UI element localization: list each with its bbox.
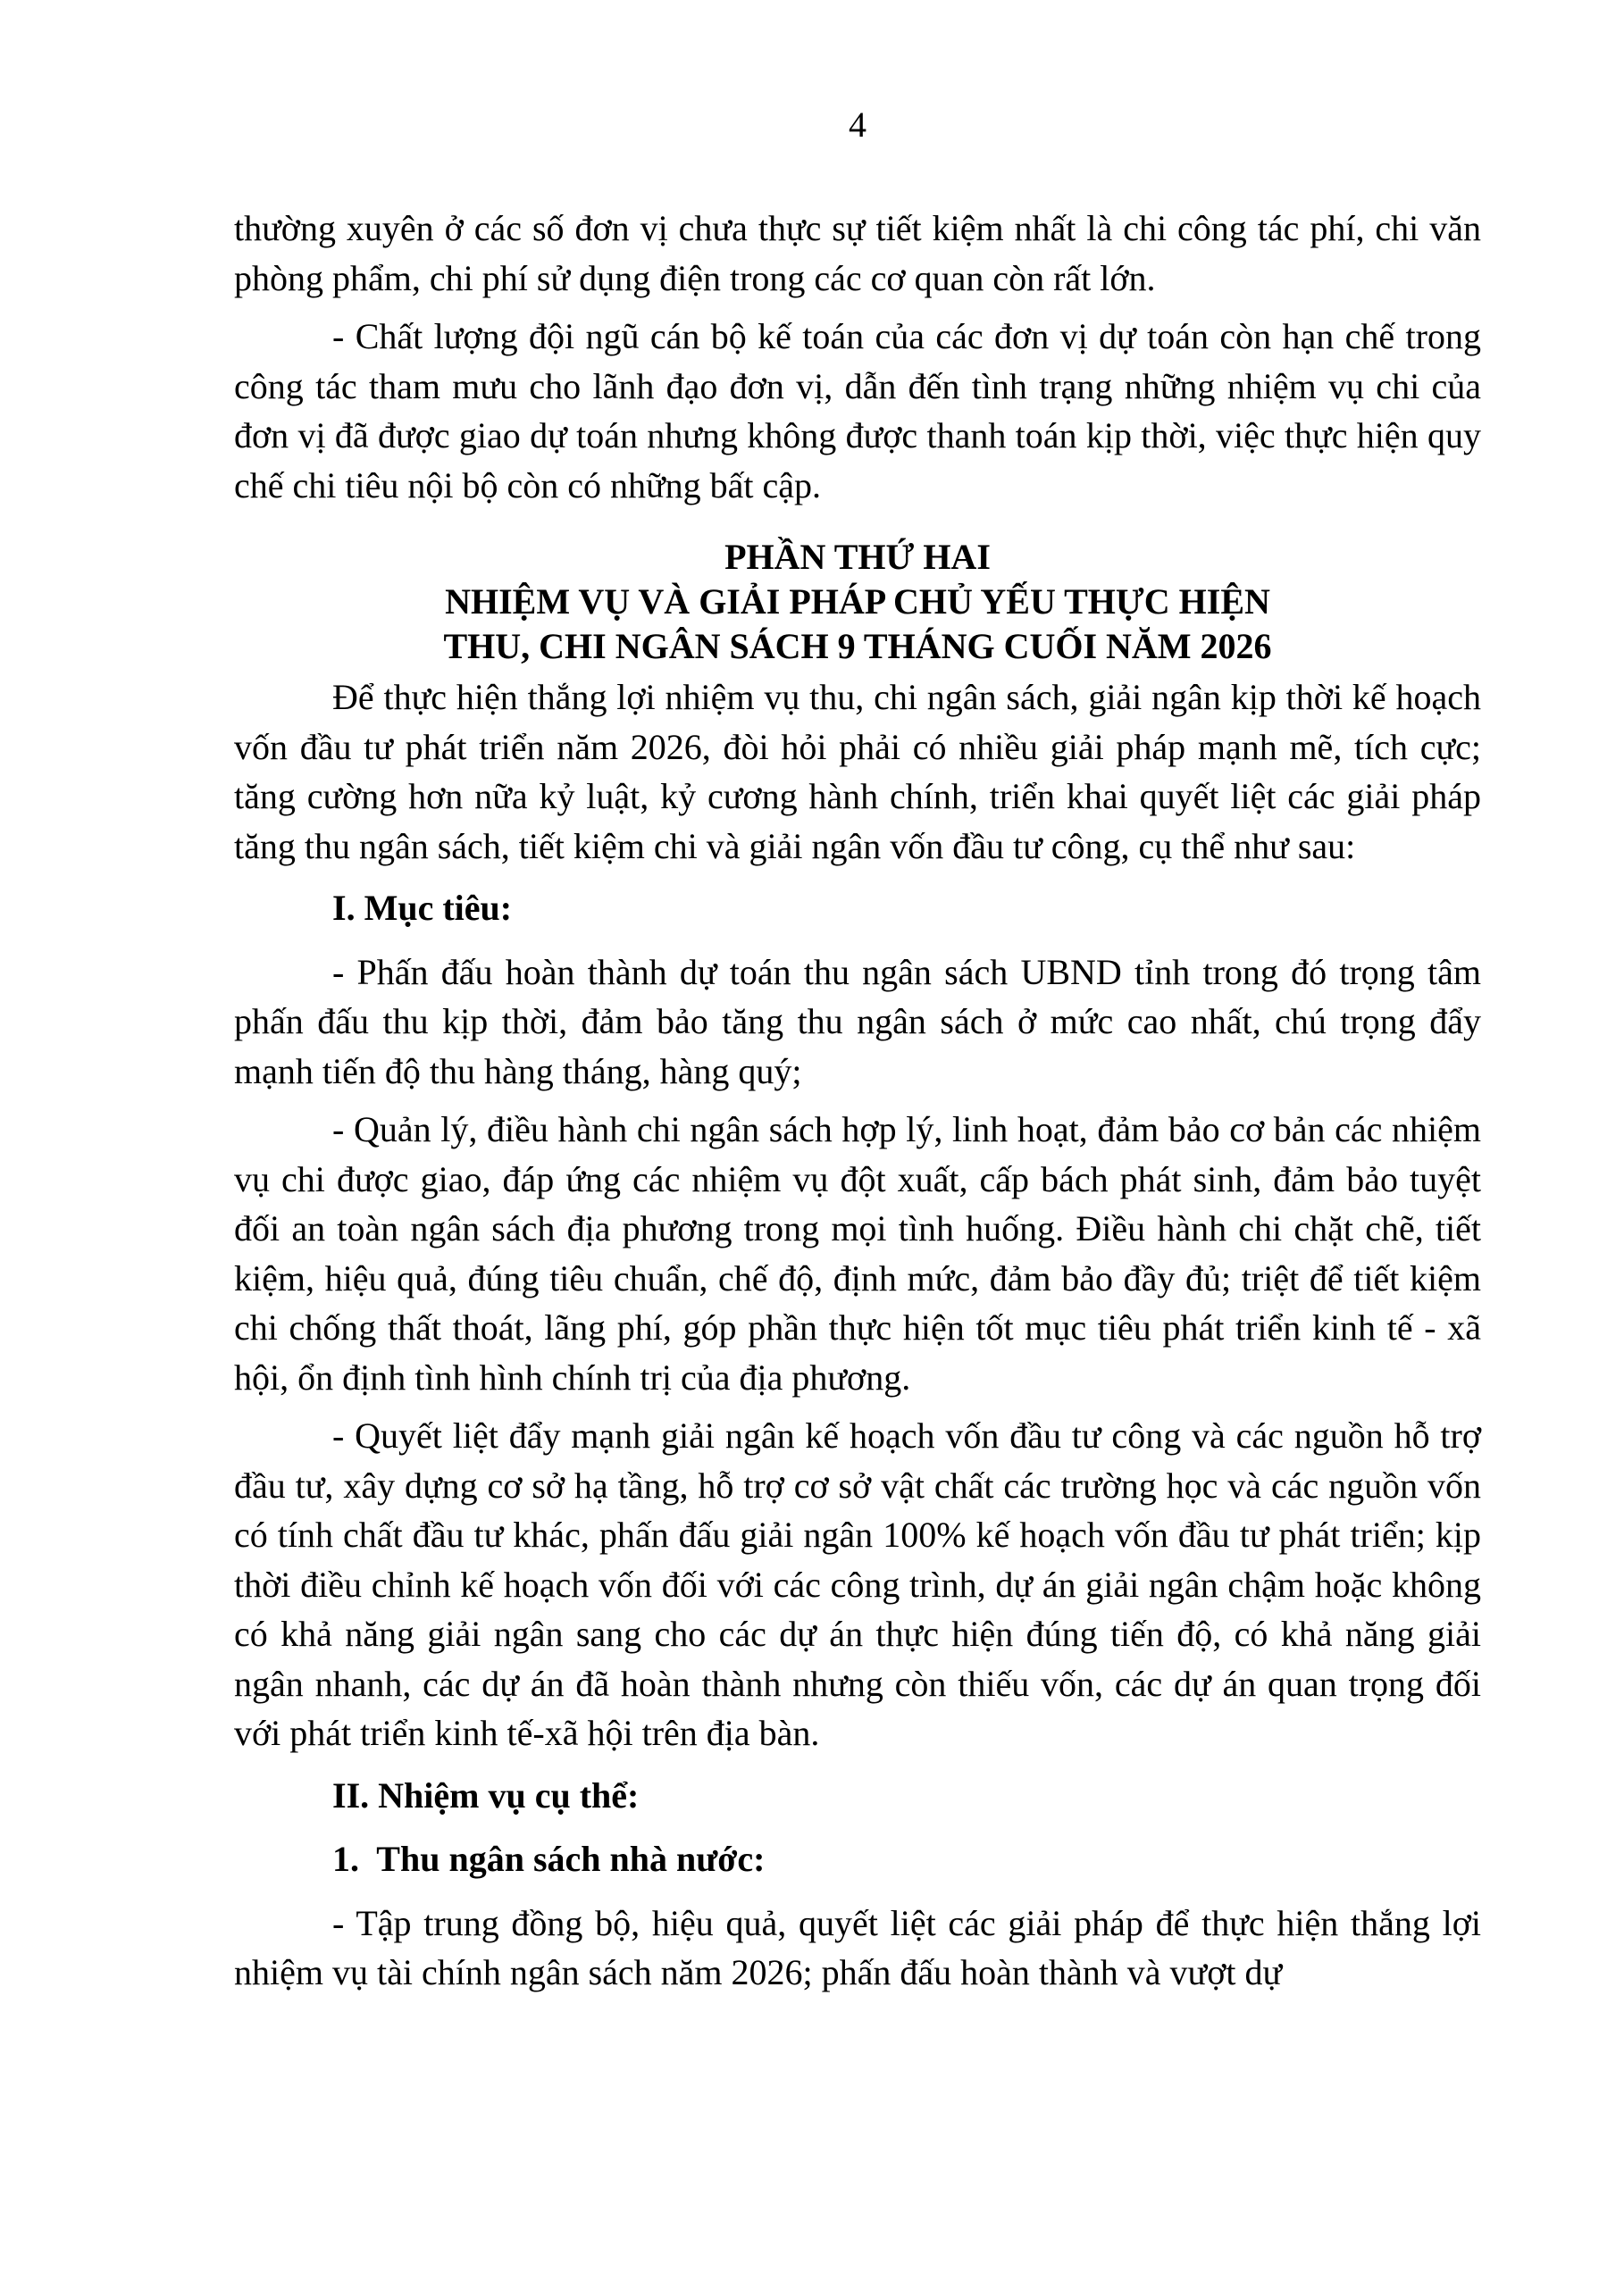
subsection-1-title: 1. Thu ngân sách nhà nước:	[332, 1839, 766, 1879]
subsection-1-item: - Tập trung đồng bộ, hiệu quả, quyết liệt các giải pháp để thực hiện thắng lợi nhiệm vụ tài chính ngân sách năm 2026; phấn đấu hoàn thành và vượt dự	[234, 1902, 1481, 1992]
section-2-title: II. Nhiệm vụ cụ thể:	[332, 1774, 640, 1816]
part-heading-line1: PHẦN THỨ HAI	[724, 537, 991, 577]
intro-paragraph: Để thực hiện thắng lợi nhiệm vụ thu, chi ngân sách, giải ngân kịp thời kế hoạch vốn đầu tư phát triển năm 2026, đòi hỏi phải có nhiều giải pháp mạnh mẽ, tích cực; tăng cường hơn nữa kỷ luật, kỷ cương hành chính, triển khai quyết liệt các giải pháp tăng thu ngân sách, tiết kiệm chi và giải ngân vốn đầu tư công, cụ thể như sau:	[234, 677, 1481, 866]
page-number: 4	[849, 104, 866, 145]
section-1-item: - Quyết liệt đẩy mạnh giải ngân kế hoạch vốn đầu tư công và các nguồn hỗ trợ đầu tư, xây dựng cơ sở hạ tầng, hỗ trợ cơ sở vật chất các trường học và các nguồn vốn có tính chất đầu tư khác, phấn đấu giải ngân 100% kế hoạch vốn đầu tư phát triển; kịp thời điều chỉnh kế hoạch vốn đối với các công trình, dự án giải ngân chậm hoặc không có khả năng giải ngân sang cho các dự án thực hiện đúng tiến độ, có khả năng giải ngân nhanh, các dự án đã hoàn thành nhưng còn thiếu vốn, các dự án quan trọng đối với phát triển kinh tế-xã hội trên địa bàn.	[234, 1415, 1481, 1753]
section-1-item: - Phấn đấu hoàn thành dự toán thu ngân sách UBND tỉnh trong đó trọng tâm phấn đấu thu kịp thời, đảm bảo tăng thu ngân sách ở mức cao nhất, chú trọng đẩy mạnh tiến độ thu hàng tháng, hàng quý;	[234, 951, 1481, 1091]
paragraph-continuation: thường xuyên ở các số đơn vị chưa thực sự tiết kiệm nhất là chi công tác phí, chi văn phòng phẩm, chi phí sử dụng điện trong các cơ quan còn rất lớn.	[234, 208, 1481, 298]
part-heading	[234, 535, 1481, 669]
section-1-item: - Quản lý, điều hành chi ngân sách hợp lý, linh hoạt, đảm bảo cơ bản các nhiệm vụ chi được giao, đáp ứng các nhiệm vụ đột xuất, cấp bách phát sinh, đảm bảo tuyệt đối an toàn ngân sách địa phương trong mọi tình huống. Điều hành chi chặt chẽ, tiết kiệm, hiệu quả, đúng tiêu chuẩn, chế độ, định mức, đảm bảo đầy đủ; triệt để tiết kiệm chi chống thất thoát, lãng phí, góp phần thực hiện tốt mục tiêu phát triển kinh tế - xã hội, ổn định tình hình chính trị của địa phương.	[234, 1109, 1481, 1398]
part-heading-line2: NHIỆM VỤ VÀ GIẢI PHÁP CHỦ YẾU THỰC HIỆN	[445, 581, 1270, 622]
part-heading-line3: THU, CHI NGÂN SÁCH 9 THÁNG CUỐI NĂM 2026	[443, 626, 1272, 666]
section-1-title: I. Mục tiêu:	[332, 888, 513, 928]
paragraph-accounting-staff: - Chất lượng đội ngũ cán bộ kế toán của các đơn vị dự toán còn hạn chế trong công tác tham mưu cho lãnh đạo đơn vị, dẫn đến tình trạng những nhiệm vụ chi của đơn vị đã được giao dự toán nhưng không được thanh toán kịp thời, việc thực hiện quy chế chi tiêu nội bộ còn có những bất cập.	[234, 316, 1481, 505]
document-page	[234, 98, 1481, 2007]
